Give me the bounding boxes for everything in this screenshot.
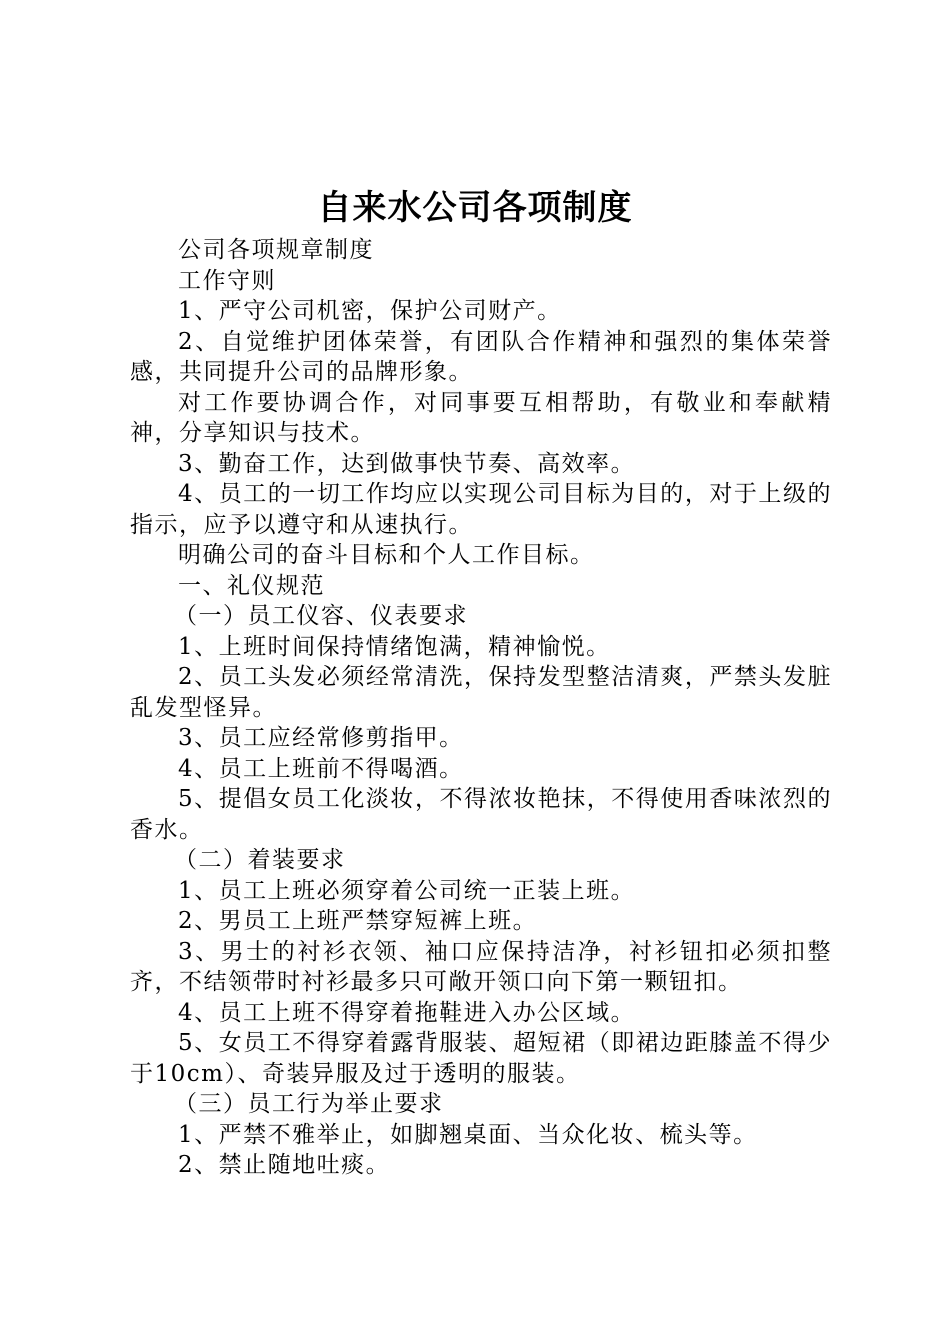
paragraph: 4、员工上班不得穿着拖鞋进入办公区域。 <box>178 999 636 1026</box>
paragraph: 1、严守公司机密，保护公司财产。 <box>178 298 562 324</box>
subsection-heading: （一）员工仪容、仪表要求 <box>174 603 468 629</box>
paragraph: 1、员工上班必须穿着公司统一正装上班。 <box>178 877 636 904</box>
paragraph: 3、员工应经常修剪指甲。 <box>178 725 464 751</box>
paragraph: 5、女员工不得穿着露背服装、超短裙（即裙边距膝盖不得少于10cm）、奇装异服及过于透明的服装。 <box>130 1030 832 1087</box>
subsection-heading: （三）员工行为举止要求 <box>174 1091 444 1117</box>
paragraph: 2、禁止随地吐痰。 <box>178 1152 391 1178</box>
paragraph: 1、严禁不雅举止，如脚翘桌面、当众化妆、梳头等。 <box>178 1121 758 1148</box>
paragraph: 5、提倡女员工化淡妆，不得浓妆艳抹，不得使用香味浓烈的香水。 <box>130 786 832 843</box>
paragraph: 公司各项规章制度 <box>178 237 374 263</box>
section-heading: 一、礼仪规范 <box>178 572 325 599</box>
paragraph: 3、男士的衬衫衣领、袖口应保持洁净，衬衫钮扣必须扣整齐，不结领带时衬衫最多只可敞开领口向下第一颗钮扣。 <box>130 938 832 995</box>
paragraph: 2、男员工上班严禁穿短裤上班。 <box>178 908 538 934</box>
paragraph: 1、上班时间保持情绪饱满，精神愉悦。 <box>178 633 611 660</box>
paragraph: 明确公司的奋斗目标和个人工作目标。 <box>178 542 595 568</box>
subsection-heading: （二）着装要求 <box>174 847 346 873</box>
paragraph: 工作守则 <box>178 267 276 294</box>
document-body <box>130 235 832 1181</box>
document-title: 自来水公司各项制度 <box>317 188 633 228</box>
paragraph: 2、自觉维护团体荣誉，有团队合作精神和强烈的集体荣誉感，共同提升公司的品牌形象。 <box>130 328 832 385</box>
paragraph: 对工作要协调合作，对同事要互相帮助，有敬业和奉献精神，分享知识与技术。 <box>130 389 832 446</box>
paragraph: 4、员工的一切工作均应以实现公司目标为目的，对于上级的指示，应予以遵守和从速执行。 <box>130 481 832 538</box>
paragraph: 3、勤奋工作，达到做事快节奏、高效率。 <box>178 450 636 477</box>
paragraph: 4、员工上班前不得喝酒。 <box>178 755 464 782</box>
paragraph: 2、员工头发必须经常清洗，保持发型整洁清爽，严禁头发脏乱发型怪异。 <box>130 664 832 721</box>
